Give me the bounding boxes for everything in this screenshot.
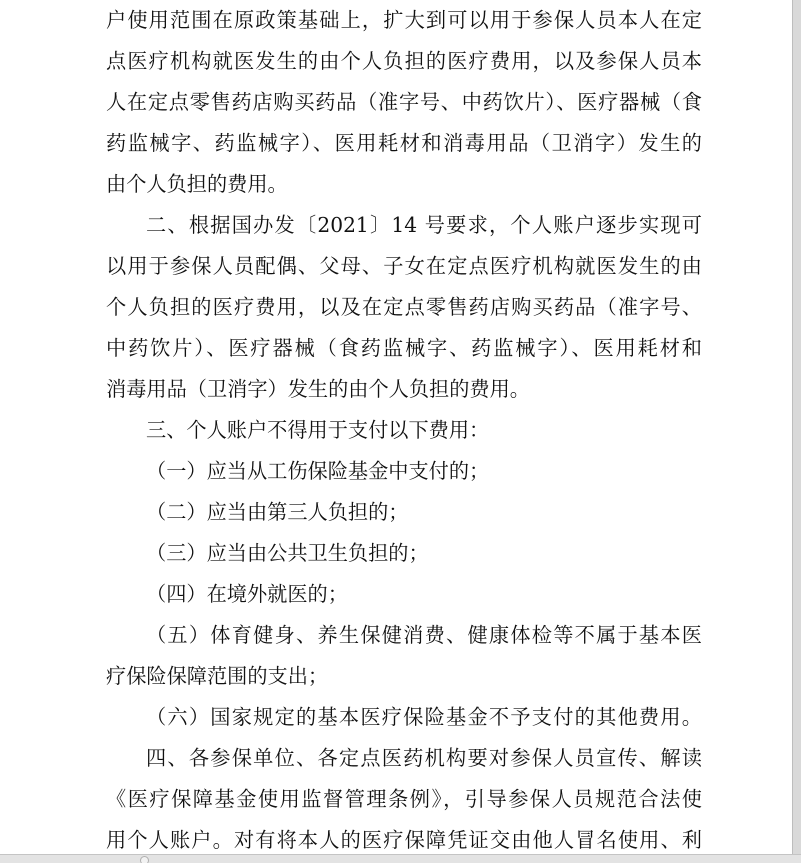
text-line: 《医疗保障基金使用监督管理条例》，引导参保人员规范合法使: [106, 787, 702, 811]
text-line: 二、根据国办发〔2021〕14 号要求，个人账户逐步实现可: [146, 213, 702, 237]
text-line: 疗保险保障范围的支出；: [106, 664, 329, 688]
text-line: 个人负担的医疗费用，以及在定点零售药店购买药品（准字号、: [106, 295, 702, 319]
list-item: （一）应当从工伤保险基金中支付的；: [146, 459, 490, 483]
page-bottom-edge: [0, 854, 801, 863]
text-line: 用个人账户。对有将本人的医疗保障凭证交由他人冒名使用、利: [106, 828, 702, 852]
resize-handle[interactable]: [140, 856, 149, 863]
list-item: （五）体育健身、养生保健消费、健康体检等不属于基本医: [146, 623, 702, 647]
text-line: 由个人负担的费用。: [106, 172, 288, 196]
text-line: 人在定点零售药店购买药品（准字号、中药饮片）、医疗器械（食: [106, 90, 702, 114]
text-line: 以用于参保人员配偶、父母、子女在定点医疗机构就医发生的由: [106, 254, 702, 278]
text-line: 消毒用品（卫消字）发生的由个人负担的费用。: [106, 377, 530, 401]
text-line: 中药饮片）、医疗器械（食药监械字、药监械字）、医用耗材和: [106, 336, 702, 360]
list-item: （六）国家规定的基本医疗保险基金不予支付的其他费用。: [146, 705, 702, 729]
text-line: 药监械字、药监械字）、医用耗材和消毒用品（卫消字）发生的: [106, 131, 702, 155]
text-line: 点医疗机构就医发生的由个人负担的医疗费用，以及参保人员本: [106, 49, 702, 73]
text-line: 户使用范围在原政策基础上，扩大到可以用于参保人员本人在定: [106, 8, 702, 32]
text-line: 三、个人账户不得用于支付以下费用：: [146, 418, 490, 442]
list-item: （四）在境外就医的；: [146, 582, 348, 606]
list-item: （二）应当由第三人负担的；: [146, 500, 409, 524]
page-right-edge: [792, 0, 801, 863]
list-item: （三）应当由公共卫生负担的；: [146, 541, 429, 565]
text-line: 四、各参保单位、各定点医药机构要对参保人员宣传、解读: [146, 746, 702, 770]
